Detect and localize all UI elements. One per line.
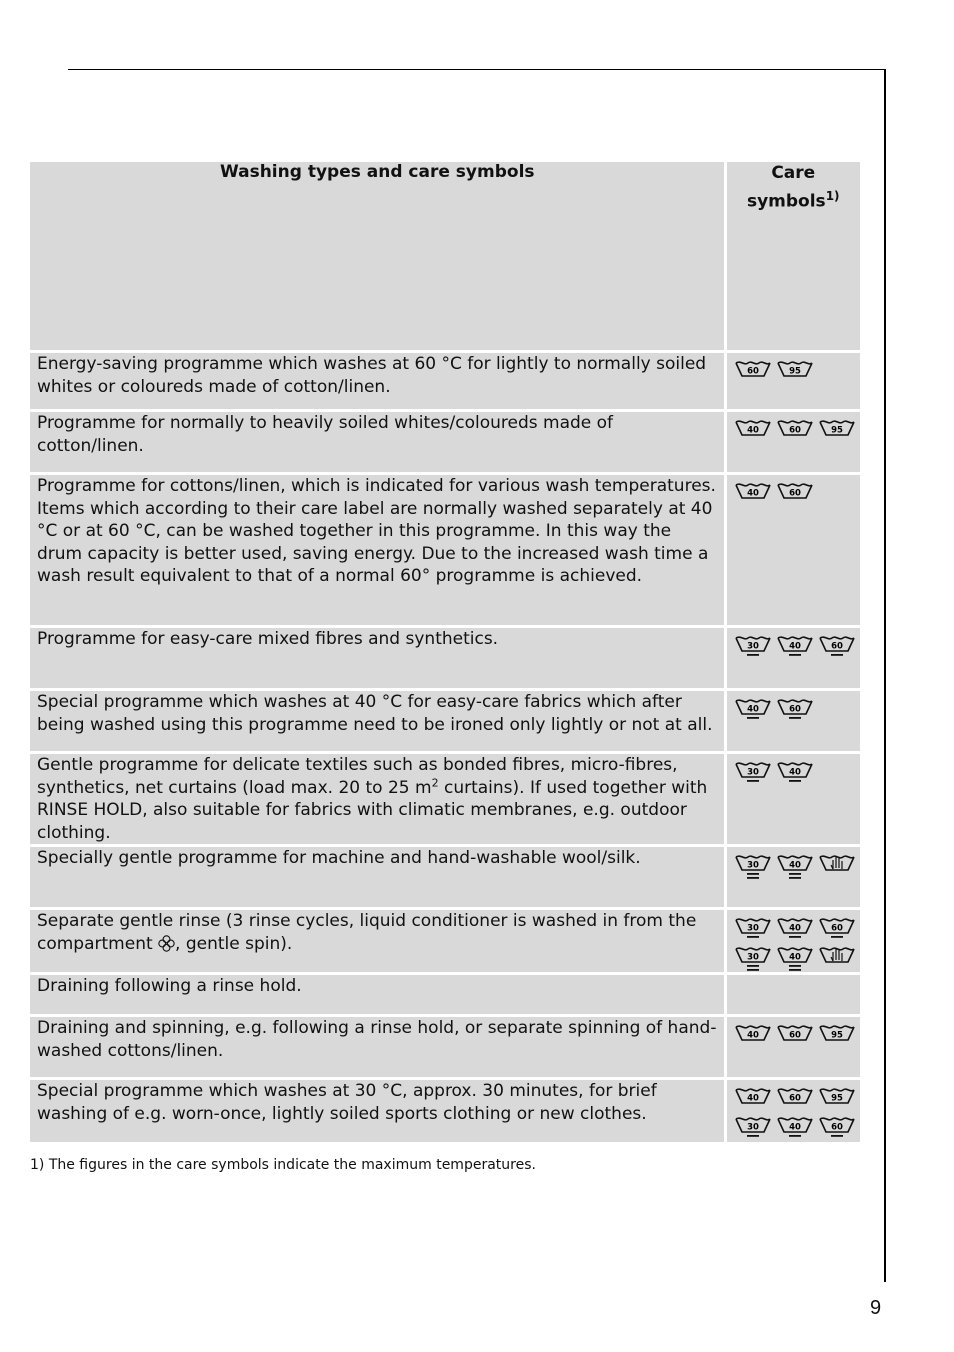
row-description-text: Programme for easy-care mixed fibres and synthetics. <box>37 629 499 649</box>
row-care-symbols <box>727 1080 860 1145</box>
row-care-symbols <box>727 628 860 691</box>
care-symbol-grid <box>727 691 860 724</box>
wash-tub-40-icon <box>734 1022 772 1050</box>
wash-tub-40-icon <box>776 944 814 972</box>
row-description-text: Energy-saving programme which washes at 60 °C for lightly to normally soiled whites or coloureds made of cotton/linen. <box>37 354 707 397</box>
care-symbol-temperature: 60 <box>830 1122 843 1133</box>
row-care-symbols <box>727 754 860 847</box>
row-description-text: Programme for cottons/linen, which is indicated for various wash temperatures. Items which according to their care label are normally washed separately at 40 °C or at 60 °C, can be washed together in this programme. In this way the drum capacity is better used, saving energy. Due to the increased wash time a wash result equivalent to that of a normal 60° programme is achieved. <box>37 476 716 586</box>
care-symbol-temperature: 60 <box>830 641 843 652</box>
row-description-text-cont: curtains). If used together with RINSE HOLD, also suitable for fabrics with climatic membranes, e.g. outdoor clothing. <box>37 777 708 843</box>
wash-tub-60-icon <box>818 1114 856 1142</box>
row-care-symbols <box>727 975 860 1017</box>
footnote: 1) The figures in the care symbols indicate the maximum temperatures. <box>30 1157 536 1173</box>
care-symbol-grid <box>727 412 860 445</box>
row-description-text: Separate gentle rinse (3 rinse cycles, liquid conditioner is washed in from the compartment <box>37 911 697 954</box>
wash-tub-30-icon <box>734 1114 772 1142</box>
wash-tub-95-icon <box>818 1022 856 1050</box>
wash-tub-95-icon <box>818 1085 856 1113</box>
table-row <box>30 353 860 412</box>
care-symbol-temperature: 95 <box>830 425 843 436</box>
superscript: 2 <box>431 775 439 789</box>
wash-tub-30-icon <box>734 915 772 943</box>
wash-tub-40-icon <box>776 759 814 787</box>
wash-tub-95-icon <box>818 417 856 445</box>
care-symbol-temperature: 30 <box>746 860 759 871</box>
care-symbol-grid <box>727 1080 860 1142</box>
header-symbols <box>727 162 860 353</box>
header-row <box>30 162 860 353</box>
wash-tub-40-icon <box>776 915 814 943</box>
row-description-text: Special programme which washes at 40 °C for easy-care fabrics which after being washed using this programme need to be ironed only lightly or not at all. <box>37 692 713 735</box>
row-description <box>30 1080 727 1145</box>
care-symbol-grid <box>727 475 860 508</box>
care-symbol-temperature: 60 <box>788 704 801 715</box>
row-description <box>30 910 727 975</box>
care-symbol-temperature: 30 <box>746 923 759 934</box>
care-symbol-temperature: 40 <box>746 704 759 715</box>
hand-wash-icon <box>818 852 856 880</box>
header-symbols-note: 1) <box>825 189 840 203</box>
care-symbol-temperature: 40 <box>788 923 801 934</box>
wash-tub-60-icon <box>776 696 814 724</box>
care-symbol-temperature: 30 <box>746 641 759 652</box>
care-symbol-temperature: 40 <box>746 425 759 436</box>
care-symbol-temperature: 30 <box>746 1122 759 1133</box>
care-symbol-temperature: 40 <box>788 860 801 871</box>
header-description: Washing types and care symbols <box>30 162 727 353</box>
wash-tub-40-icon <box>734 417 772 445</box>
care-symbol-temperature: 60 <box>788 1030 801 1041</box>
wash-tub-40-icon <box>776 1114 814 1142</box>
care-symbol-temperature: 40 <box>788 1122 801 1133</box>
row-care-symbols <box>727 691 860 754</box>
care-symbol-grid <box>727 975 860 980</box>
care-symbol-temperature: 40 <box>788 952 801 963</box>
header-symbols-line2: symbols <box>746 191 826 212</box>
care-symbol-temperature: 40 <box>746 1093 759 1104</box>
care-symbol-temperature: 40 <box>788 641 801 652</box>
table-row <box>30 910 860 975</box>
care-symbol-temperature: 60 <box>746 366 759 377</box>
top-rule <box>68 69 886 70</box>
wash-tub-30-icon <box>734 759 772 787</box>
wash-tub-60-icon <box>776 1022 814 1050</box>
care-symbol-temperature: 60 <box>788 488 801 499</box>
table-row <box>30 1080 860 1145</box>
table-row <box>30 1017 860 1080</box>
wash-tub-40-icon <box>776 852 814 880</box>
row-description-text: Specially gentle programme for machine and hand-washable wool/silk. <box>37 848 641 868</box>
wash-tub-40-icon <box>734 480 772 508</box>
row-care-symbols <box>727 353 860 412</box>
row-description <box>30 412 727 475</box>
hand-wash-icon <box>818 944 856 972</box>
table-row <box>30 691 860 754</box>
wash-tub-95-icon <box>776 358 814 386</box>
right-rule <box>884 69 886 1282</box>
wash-tub-30-icon <box>734 944 772 972</box>
row-description-text-cont: , gentle spin). <box>175 933 293 954</box>
wash-tub-40-icon <box>776 633 814 661</box>
care-symbol-grid <box>727 847 860 880</box>
row-description-text: Draining and spinning, e.g. following a rinse hold, or separate spinning of hand-washed cottons/linen. <box>37 1018 717 1061</box>
wash-tub-60-icon <box>776 417 814 445</box>
wash-tub-60-icon <box>776 480 814 508</box>
wash-tub-40-icon <box>734 696 772 724</box>
row-care-symbols <box>727 1017 860 1080</box>
care-symbol-temperature: 40 <box>746 1030 759 1041</box>
row-description <box>30 847 727 910</box>
row-description <box>30 975 727 1017</box>
care-symbol-temperature: 95 <box>830 1093 843 1104</box>
table-row <box>30 754 860 847</box>
table-row <box>30 847 860 910</box>
care-symbol-temperature: 40 <box>746 488 759 499</box>
care-symbol-grid <box>727 754 860 787</box>
row-care-symbols <box>727 847 860 910</box>
care-symbol-temperature: 30 <box>746 952 759 963</box>
row-description <box>30 691 727 754</box>
table-row <box>30 628 860 691</box>
care-symbol-temperature: 40 <box>788 767 801 778</box>
wash-tub-30-icon <box>734 633 772 661</box>
care-symbol-grid <box>727 910 860 972</box>
row-description-text: Special programme which washes at 30 °C, approx. 30 minutes, for brief washing of e.g. worn-once, lightly soiled sports clothing or new clothes. <box>37 1081 657 1124</box>
row-description <box>30 628 727 691</box>
row-care-symbols <box>727 910 860 975</box>
table-row <box>30 412 860 475</box>
row-description-text: Draining following a rinse hold. <box>37 976 302 996</box>
care-table <box>30 162 860 1145</box>
row-description-text: Programme for normally to heavily soiled whites/coloureds made of cotton/linen. <box>37 413 614 456</box>
care-symbol-grid <box>727 628 860 661</box>
row-description <box>30 754 727 847</box>
care-symbol-temperature: 95 <box>830 1030 843 1041</box>
row-description <box>30 353 727 412</box>
care-symbol-temperature: 60 <box>788 1093 801 1104</box>
wash-tub-30-icon <box>734 852 772 880</box>
care-symbol-temperature: 95 <box>788 366 801 377</box>
row-description-text: Gentle programme for delicate textiles such as bonded fibres, micro-fibres, synthetics, net curtains (load max. 20 to 25 m <box>37 755 678 798</box>
wash-tub-40-icon <box>734 1085 772 1113</box>
table-row <box>30 975 860 1017</box>
wash-tub-60-icon <box>734 358 772 386</box>
softener-icon <box>158 935 175 952</box>
header-symbols-line1: Care <box>771 163 816 183</box>
wash-tub-60-icon <box>776 1085 814 1113</box>
page-number: 9 <box>870 1297 882 1319</box>
row-description <box>30 1017 727 1080</box>
wash-tub-60-icon <box>818 633 856 661</box>
care-symbol-grid <box>727 1017 860 1050</box>
care-symbol-temperature: 60 <box>788 425 801 436</box>
care-symbol-temperature: 30 <box>746 767 759 778</box>
wash-tub-60-icon <box>818 915 856 943</box>
table-row <box>30 475 860 628</box>
care-symbol-temperature: 60 <box>830 923 843 934</box>
row-care-symbols <box>727 475 860 628</box>
row-description <box>30 475 727 628</box>
row-care-symbols <box>727 412 860 475</box>
care-symbol-grid <box>727 353 860 386</box>
